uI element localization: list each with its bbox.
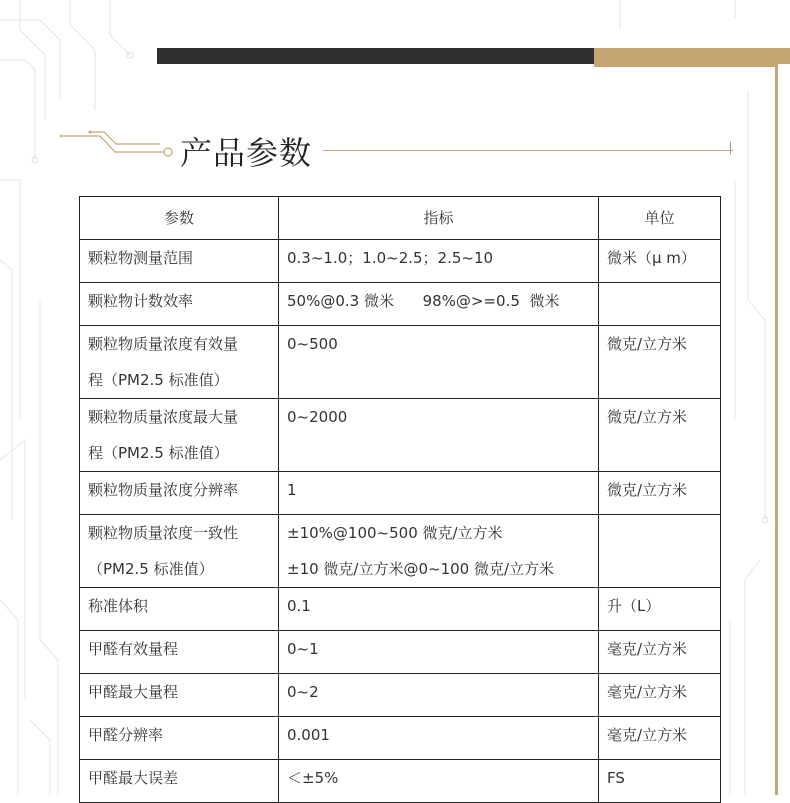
value-cell — [279, 674, 599, 717]
param-text: 程（PM2.5 标准值） — [88, 371, 229, 389]
value-cell — [279, 399, 599, 472]
param-text: 颗粒物质量浓度一致性 — [88, 524, 239, 542]
param-cell — [80, 399, 279, 472]
unit-cell — [599, 283, 721, 326]
param-cell — [80, 326, 279, 399]
table-row — [80, 588, 721, 631]
param-text: 甲醛分辨率 — [88, 726, 164, 744]
param-cell — [80, 631, 279, 674]
title-end-tick — [730, 142, 731, 154]
table-row — [80, 760, 721, 803]
param-cell — [80, 674, 279, 717]
param-cell — [80, 283, 279, 326]
value-cell — [279, 472, 599, 515]
param-cell — [80, 588, 279, 631]
value-text: 0~500 — [287, 335, 338, 353]
section-title: 产品参数 — [180, 134, 313, 172]
value-cell — [279, 515, 599, 588]
unit-cell: 微克/立方米 — [599, 399, 721, 472]
value-text: 0.3~1.0；1.0~2.5；2.5~10 — [287, 249, 494, 267]
unit-cell: 升（L） — [599, 588, 721, 631]
unit-cell: 微米（μ m） — [599, 240, 721, 283]
param-text: 颗粒物质量浓度有效量 — [88, 335, 239, 353]
value-cell — [279, 283, 599, 326]
title-decoration-icon — [60, 126, 180, 176]
value-text: 0~2 — [287, 683, 319, 701]
title-underline — [323, 150, 733, 151]
value-text: ±10%@100~500 微克/立方米 — [287, 524, 503, 542]
unit-cell: FS — [599, 760, 721, 803]
param-text: 程（PM2.5 标准值） — [88, 444, 229, 462]
unit-cell: 毫克/立方米 — [599, 631, 721, 674]
gold-frame-right — [775, 64, 778, 795]
value-cell — [279, 240, 599, 283]
param-text: 甲醛有效量程 — [88, 640, 179, 658]
table-row — [80, 240, 721, 283]
table-row — [80, 515, 721, 588]
param-cell — [80, 472, 279, 515]
param-text: 甲醛最大误差 — [88, 769, 179, 787]
param-text: 颗粒物质量浓度最大量 — [88, 408, 239, 426]
header-bar-gold — [594, 48, 790, 64]
gold-frame-top — [594, 64, 778, 67]
header-bar-dark — [157, 48, 594, 64]
table-row — [80, 326, 721, 399]
header-value: 指标 — [279, 197, 599, 240]
unit-cell — [599, 515, 721, 588]
unit-cell: 微克/立方米 — [599, 472, 721, 515]
value-text: 0.1 — [287, 597, 311, 615]
param-cell — [80, 240, 279, 283]
param-text: 颗粒物测量范围 — [88, 249, 194, 267]
param-cell — [80, 515, 279, 588]
header-param: 参数 — [80, 197, 279, 240]
value-cell — [279, 588, 599, 631]
table-row — [80, 472, 721, 515]
value-text: 50%@0.3 微米 98%@>=0.5 微米 — [287, 292, 560, 310]
param-text: 称准体积 — [88, 597, 149, 615]
value-text: ＜±5% — [287, 769, 339, 787]
table-row — [80, 631, 721, 674]
param-text: （PM2.5 标准值） — [88, 560, 214, 578]
param-text: 甲醛最大量程 — [88, 683, 179, 701]
section-title-block — [60, 126, 740, 176]
value-text: 0.001 — [287, 726, 330, 744]
table-row — [80, 283, 721, 326]
value-cell — [279, 326, 599, 399]
table-row — [80, 399, 721, 472]
param-cell — [80, 717, 279, 760]
param-text: 颗粒物质量浓度分辨率 — [88, 481, 239, 499]
value-text: 1 — [287, 481, 297, 499]
param-text: 颗粒物计数效率 — [88, 292, 194, 310]
value-text: 0~1 — [287, 640, 319, 658]
table-row — [80, 717, 721, 760]
parameters-table — [79, 196, 721, 803]
value-text: ±10 微克/立方米@0~100 微克/立方米 — [287, 560, 555, 578]
unit-cell: 毫克/立方米 — [599, 717, 721, 760]
table-header-row — [80, 197, 721, 240]
unit-cell: 微克/立方米 — [599, 326, 721, 399]
header-unit: 单位 — [599, 197, 721, 240]
value-cell — [279, 717, 599, 760]
value-cell — [279, 631, 599, 674]
param-cell — [80, 760, 279, 803]
value-text: 0~2000 — [287, 408, 348, 426]
unit-cell: 毫克/立方米 — [599, 674, 721, 717]
value-cell — [279, 760, 599, 803]
table-row — [80, 674, 721, 717]
